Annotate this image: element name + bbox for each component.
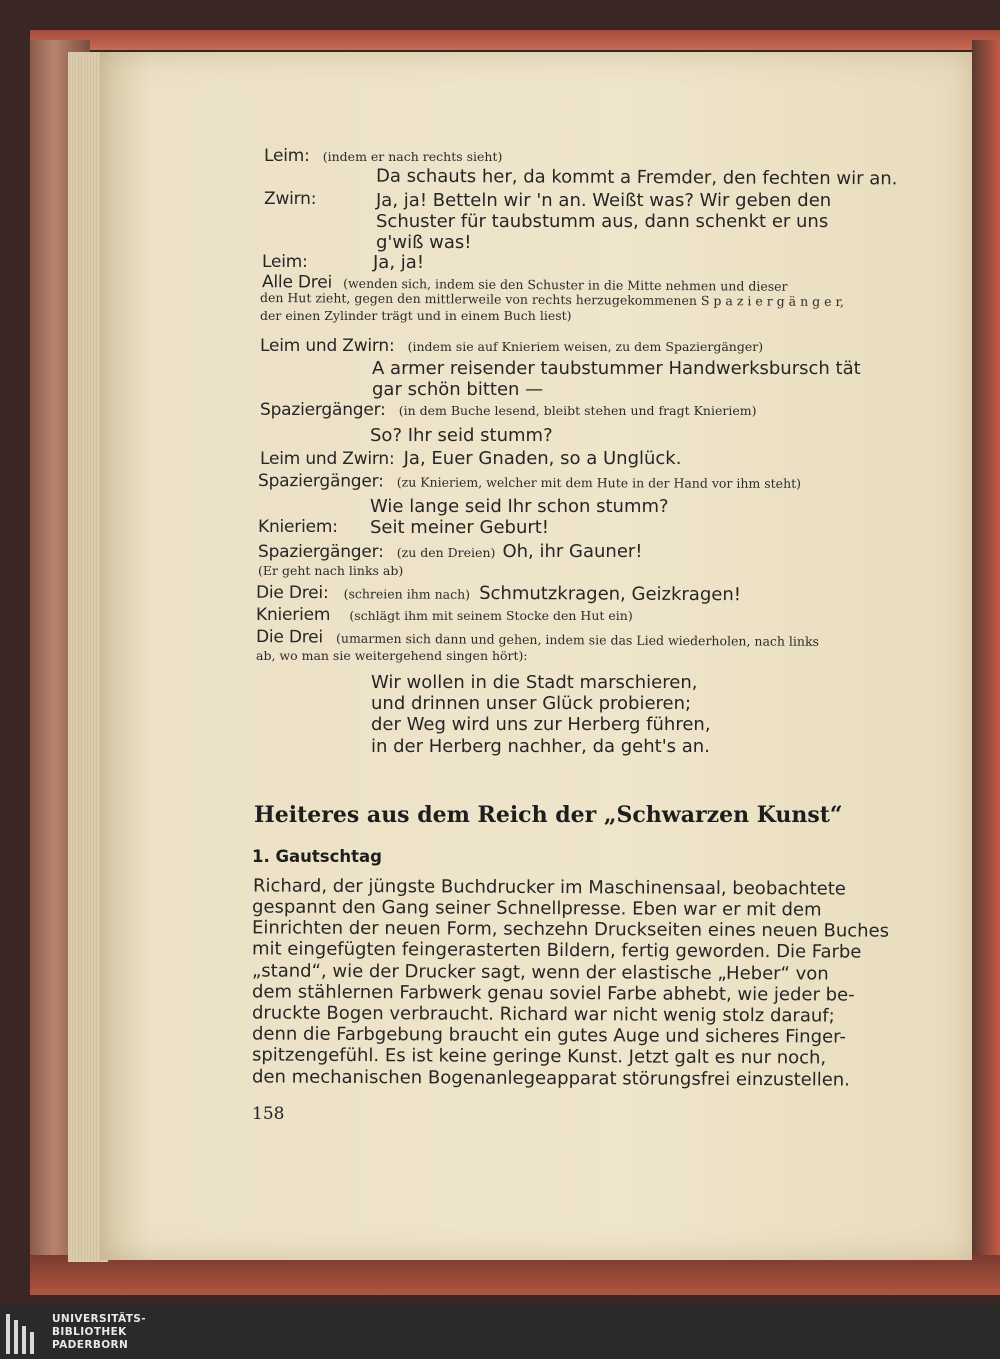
play-line <box>256 582 741 606</box>
prose-line: spitzengefühl. Es ist keine geringe Kunst. Jetzt galt es nur noch, <box>251 1044 827 1069</box>
speaker-label: Leim und Zwirn: <box>260 336 395 356</box>
dialogue-text: Schmutzkragen, Geizkragen! <box>479 582 742 606</box>
stage-direction: den Hut zieht, gegen den mittlerweile von rechts herzugekommenen S p a z i e r g ä n g e r, <box>259 289 845 310</box>
book-page <box>100 52 972 1260</box>
dialogue-text: Schuster für taubstumm aus, dann schenkt er uns <box>376 211 829 232</box>
library-logo-line: UNIVERSITÄTS- <box>52 1313 147 1325</box>
prose-line: „stand“, wie der Drucker sagt, wenn der elastische „Heber“ von <box>251 960 829 985</box>
library-logo-icon <box>6 1314 42 1354</box>
song-line: Wir wollen in die Stadt marschieren, <box>371 672 698 693</box>
prose-line: denn die Farbgebung braucht ein gutes Auge und sicheres Finger- <box>251 1023 846 1048</box>
prose-line: dem stählernen Farbwerk genau soviel Farbe abhebt, wie jeder be- <box>251 981 855 1006</box>
speaker-label: Spaziergänger: <box>257 471 384 492</box>
speaker-label: Spaziergänger: <box>258 542 384 562</box>
book-cover-top <box>30 30 1000 50</box>
play-line <box>260 400 756 420</box>
stage-direction: (zu den Dreien) <box>396 545 496 560</box>
dialogue-text: Oh, ihr Gauner! <box>502 541 643 562</box>
dialogue-text: Wie lange seid Ihr schon stumm? <box>370 496 669 517</box>
speaker-label: Alle Drei <box>261 272 333 293</box>
speaker-label: Spaziergänger: <box>260 400 386 420</box>
speaker-label: Leim: <box>262 252 308 272</box>
stage-direction: (zu Knieriem, welcher mit dem Hute in der Hand vor ihm steht) <box>396 474 802 491</box>
dialogue-text: Ja, Euer Gnaden, so a Unglück. <box>403 448 682 469</box>
stage-direction: (schlägt ihm mit seinem Stocke den Hut ein) <box>349 608 633 623</box>
book-cover-bottom <box>30 1255 1000 1295</box>
speaker-label: Die Drei <box>255 627 324 648</box>
song-line: in der Herberg nachher, da geht's an. <box>371 736 710 757</box>
stage-direction: (wenden sich, indem sie den Schuster in die Mitte nehmen und dieser <box>343 275 788 294</box>
stage-direction: (umarmen sich dann und gehen, indem sie das Lied wiederholen, nach links <box>336 630 820 649</box>
song-line: der Weg wird uns zur Herberg führen, <box>371 714 711 735</box>
play-line <box>256 605 633 625</box>
speaker-label: Zwirn: <box>264 189 317 209</box>
speaker-label: Leim und Zwirn: <box>260 449 395 469</box>
prose-line: Richard, der jüngste Buchdrucker im Maschinensaal, beobachtete <box>252 875 846 900</box>
dialogue-text: gar schön bitten — <box>372 379 544 400</box>
library-logo-line: BIBLIOTHEK <box>52 1326 127 1338</box>
play-line <box>260 448 681 469</box>
dialogue-text: Da schauts her, da kommt a Fremder, den fechten wir an. <box>375 165 898 190</box>
prose-line: druckte Bogen verbraucht. Richard war nicht wenig stolz darauf; <box>251 1002 835 1027</box>
library-logo-bar <box>0 1305 1000 1359</box>
stage-direction: (in dem Buche lesend, bleibt stehen und fragt Knieriem) <box>398 403 757 418</box>
dialogue-text: g'wiß was! <box>376 232 472 253</box>
stage-direction: (Er geht nach links ab) <box>258 563 404 578</box>
speaker-label: Die Drei: <box>255 582 329 604</box>
prose-line: den mechanischen Bogenanlegeapparat störungsfrei einzustellen. <box>251 1066 850 1091</box>
book-cover-right <box>972 40 1000 1280</box>
stage-direction: (indem er nach rechts sieht) <box>322 149 503 164</box>
dialogue-text: So? Ihr seid stumm? <box>370 425 553 446</box>
prose-line: mit eingefügten feingerasterten Bildern, fertig geworden. Die Farbe <box>251 938 862 963</box>
section-title: Heiteres aus dem Reich der „Schwarzen Kunst“ <box>254 802 843 828</box>
song-line: und drinnen unser Glück probieren; <box>371 693 692 714</box>
dialogue-text: A armer reisender taubstummer Handwerksbursch tät <box>372 358 861 379</box>
stage-direction: ab, wo man sie weitergehend singen hört): <box>256 648 528 663</box>
subsection-title: 1. Gautschtag <box>252 847 382 866</box>
stage-direction: (schreien ihm nach) <box>343 586 471 602</box>
speaker-label: Leim: <box>264 146 310 166</box>
play-line <box>264 146 502 166</box>
speaker-label: Knieriem: <box>258 517 338 537</box>
speaker-label: Knieriem <box>256 605 331 625</box>
dialogue-text: Ja, ja! <box>373 252 425 273</box>
stage-direction: der einen Zylinder trägt und in einem Buch liest) <box>260 308 572 323</box>
stage-direction: (indem sie auf Knieriem weisen, zu dem Spaziergänger) <box>407 339 764 354</box>
dialogue-text: Ja, ja! Betteln wir 'n an. Weißt was? Wir geben den <box>376 190 832 211</box>
prose-line: Einrichten der neuen Form, sechzehn Druckseiten eines neuen Buches <box>251 917 890 942</box>
dialogue-text: Seit meiner Geburt! <box>370 517 550 538</box>
library-logo-line: PADERBORN <box>52 1339 129 1351</box>
play-line <box>258 471 801 493</box>
play-line <box>260 336 763 356</box>
prose-line: gespannt den Gang seiner Schnellpresse. Eben war er mit dem <box>251 896 822 921</box>
play-line <box>258 541 643 562</box>
page-number: 158 <box>252 1104 285 1124</box>
